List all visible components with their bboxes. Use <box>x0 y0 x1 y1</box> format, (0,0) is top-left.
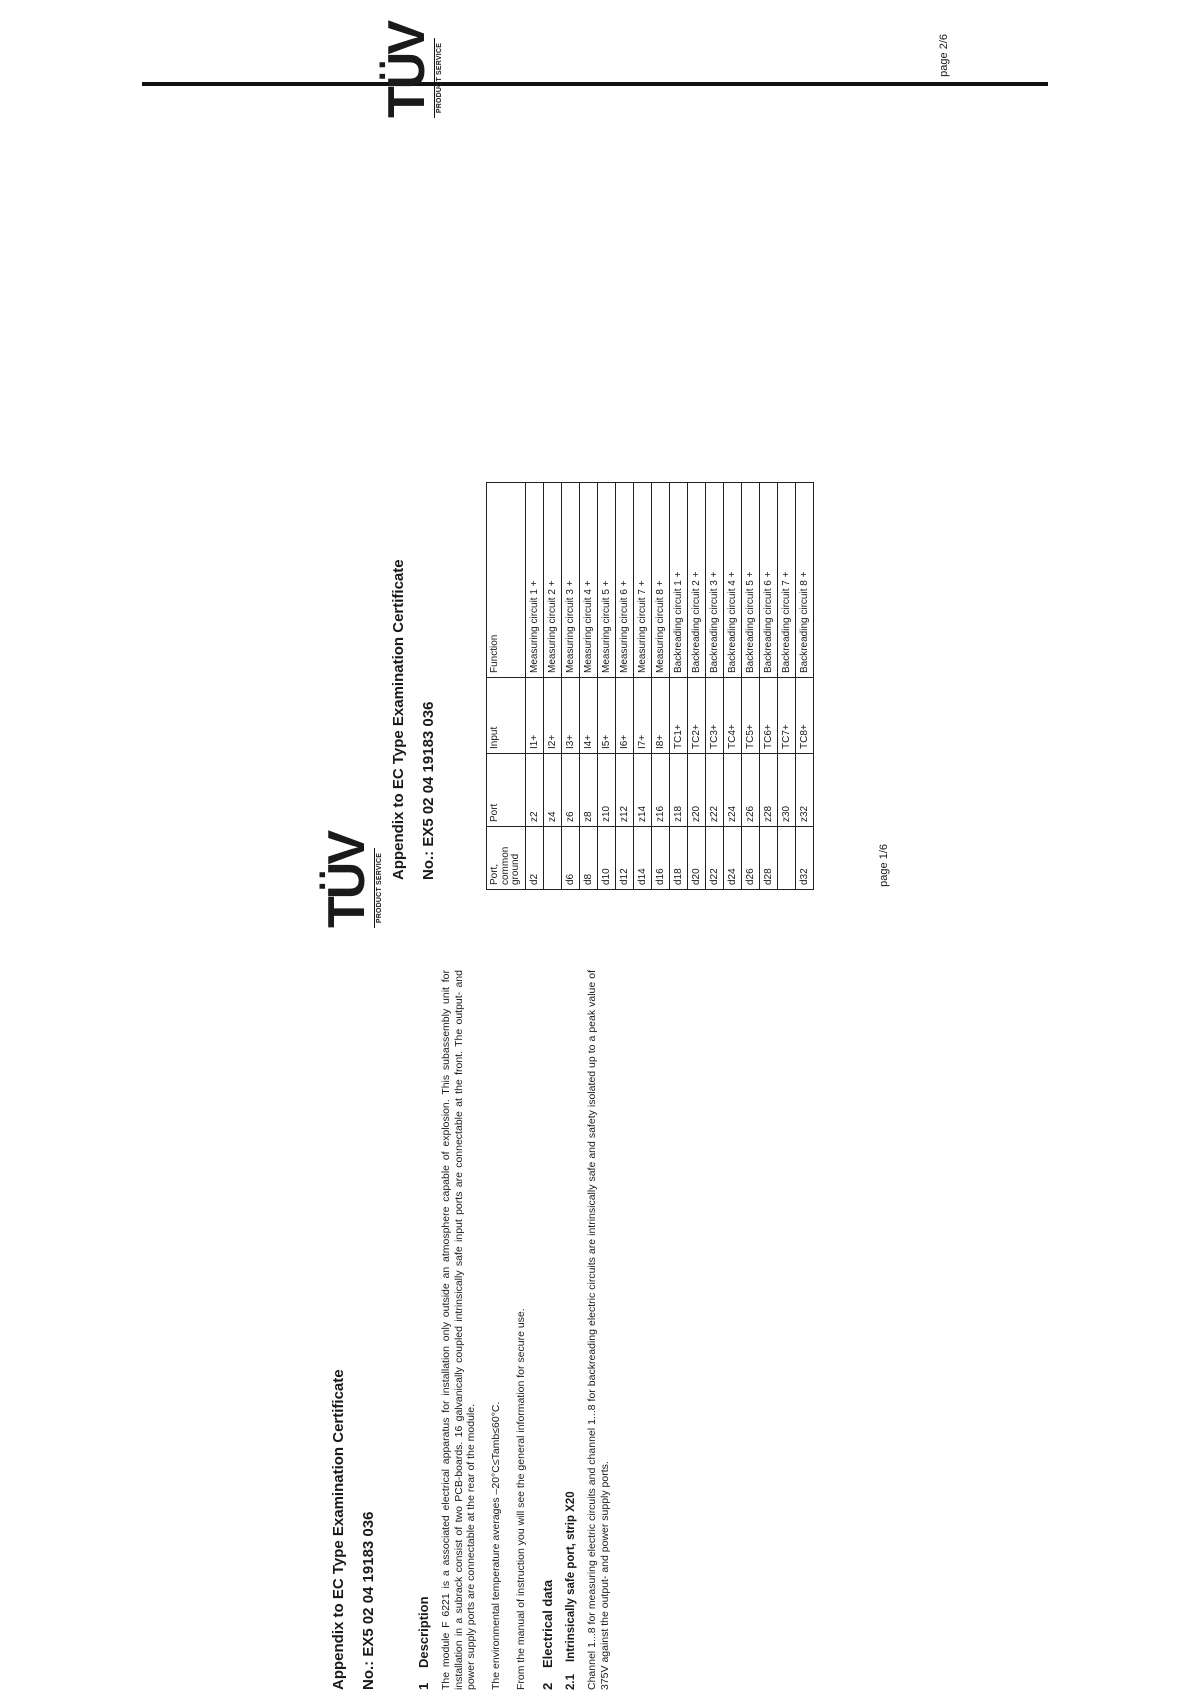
cell-port: z12 <box>615 754 633 827</box>
cell-port: z32 <box>795 754 813 827</box>
table-row <box>705 483 723 890</box>
table-row <box>525 483 543 890</box>
cell-port: z30 <box>777 754 795 827</box>
cell-function: Measuring circuit 3 + <box>561 483 579 678</box>
cell-function: Measuring circuit 8 + <box>651 483 669 678</box>
cell-port: z8 <box>579 754 597 827</box>
cell-input: I1+ <box>525 678 543 754</box>
section-2-title: Electrical data <box>539 1579 555 1668</box>
cell-function: Backreading circuit 8 + <box>795 483 813 678</box>
cell-common-ground: d18 <box>669 827 687 890</box>
cell-function: Measuring circuit 2 + <box>543 483 561 678</box>
table-row <box>795 483 813 890</box>
cell-function: Measuring circuit 7 + <box>633 483 651 678</box>
page-1-title: Appendix to EC Type Examination Certificate <box>330 1369 347 1690</box>
cell-input: I3+ <box>561 678 579 754</box>
port-table <box>486 482 814 890</box>
col-header-input: Input <box>487 678 526 754</box>
cell-input: TC1+ <box>669 678 687 754</box>
intrinsically-safe-paragraph: Channel 1...8 for measuring electric circuits and channel 1...8 for backreading electric circuits are intrinsically safe and safety isolated up to a peak value of 375V against the output- and power supply ports. <box>585 970 611 1690</box>
cell-port: z16 <box>651 754 669 827</box>
cell-input: I8+ <box>651 678 669 754</box>
cell-input: TC6+ <box>759 678 777 754</box>
section-2-number: 2 <box>539 1682 555 1690</box>
cell-input: I7+ <box>633 678 651 754</box>
page-2-title: Appendix to EC Type Examination Certificate <box>390 559 407 880</box>
cell-function: Backreading circuit 6 + <box>759 483 777 678</box>
cell-common-ground: d12 <box>615 827 633 890</box>
table-row <box>615 483 633 890</box>
cell-function: Backreading circuit 4 + <box>723 483 741 678</box>
section-2-1-title: Intrinsically safe port, strip X20 <box>564 1491 577 1662</box>
cell-common-ground: d6 <box>561 827 579 890</box>
cell-common-ground: d10 <box>597 827 615 890</box>
tuv-logo-sub: PRODUCT SERVICE <box>374 848 383 928</box>
table-row <box>777 483 795 890</box>
cell-input: TC5+ <box>741 678 759 754</box>
cell-port: z26 <box>741 754 759 827</box>
cell-port: z14 <box>633 754 651 827</box>
table-row <box>759 483 777 890</box>
cell-input: I6+ <box>615 678 633 754</box>
page-1-panel <box>318 833 890 1700</box>
table-row <box>597 483 615 890</box>
table-header-row <box>487 483 526 890</box>
cell-input: TC4+ <box>723 678 741 754</box>
tuv-logo <box>318 833 383 928</box>
cell-port: z22 <box>705 754 723 827</box>
cell-common-ground: d20 <box>687 827 705 890</box>
col-header-port: Port <box>487 754 526 827</box>
cell-function: Measuring circuit 4 + <box>579 483 597 678</box>
section-2-1-heading <box>564 970 578 1690</box>
cell-common-ground: d2 <box>525 827 543 890</box>
table-row <box>633 483 651 890</box>
page-2-cert-number: No.: EX5 02 04 19183 036 <box>420 701 437 880</box>
cell-input: TC3+ <box>705 678 723 754</box>
section-1-title: Description <box>416 1596 431 1668</box>
cell-common-ground: d26 <box>741 827 759 890</box>
cell-input: TC2+ <box>687 678 705 754</box>
section-2-1-number: 2.1 <box>564 1674 577 1690</box>
tuv-logo-mark: TÜV <box>378 23 436 118</box>
cell-port: z2 <box>525 754 543 827</box>
manual-paragraph: From the manual of instruction you will see the general information for secure use. <box>515 1308 528 1690</box>
table-row <box>579 483 597 890</box>
cell-common-ground: d8 <box>579 827 597 890</box>
col-header-common-ground: Port, common ground <box>487 827 526 890</box>
section-1-heading <box>416 970 432 1690</box>
section-2-heading <box>540 970 556 1690</box>
cell-common-ground: d22 <box>705 827 723 890</box>
cell-input: I4+ <box>579 678 597 754</box>
cell-input: I5+ <box>597 678 615 754</box>
cell-input: TC8+ <box>795 678 813 754</box>
cell-function: Backreading circuit 5 + <box>741 483 759 678</box>
col-header-function: Function <box>487 483 526 678</box>
table-body <box>525 483 813 890</box>
page-1-number: page 1/6 <box>878 844 890 887</box>
cell-common-ground: d24 <box>723 827 741 890</box>
table-row <box>741 483 759 890</box>
tuv-logo-mark: TÜV <box>318 833 376 928</box>
cell-port: z4 <box>543 754 561 827</box>
cell-input: I2+ <box>543 678 561 754</box>
cell-function: Backreading circuit 2 + <box>687 483 705 678</box>
table-row <box>543 483 561 890</box>
table-row <box>669 483 687 890</box>
cell-common-ground: d32 <box>795 827 813 890</box>
cell-common-ground: d14 <box>633 827 651 890</box>
description-paragraph: The module F 6221 is a associated electrical apparatus for installation only outside an atmosphere capable of explosion. This subassembly unit for installation in a subrack consist of two PCB-boards. 16 galvanically coupled intrinsically safe input ports are connectable at the front. The output- and power supply ports are connectable at the rear of the module. <box>439 970 478 1690</box>
cell-common-ground: d16 <box>651 827 669 890</box>
page-2-panel <box>378 23 950 890</box>
cell-port: z10 <box>597 754 615 827</box>
table-row <box>687 483 705 890</box>
cell-function: Backreading circuit 3 + <box>705 483 723 678</box>
cell-function: Backreading circuit 1 + <box>669 483 687 678</box>
cell-function: Measuring circuit 6 + <box>615 483 633 678</box>
page-1-content <box>416 970 623 1690</box>
temperature-paragraph: The environmental temperature averages –20°C≤Tamb≤60°C. <box>490 1401 503 1690</box>
cell-port: z6 <box>561 754 579 827</box>
cell-port: z20 <box>687 754 705 827</box>
cell-function: Backreading circuit 7 + <box>777 483 795 678</box>
cell-port: z18 <box>669 754 687 827</box>
tuv-logo-sub: PRODUCT SERVICE <box>434 38 443 118</box>
cell-port: z24 <box>723 754 741 827</box>
tuv-logo <box>378 23 443 118</box>
cell-port: z28 <box>759 754 777 827</box>
table-row <box>723 483 741 890</box>
cell-function: Measuring circuit 5 + <box>597 483 615 678</box>
cell-function: Measuring circuit 1 + <box>525 483 543 678</box>
table-row <box>561 483 579 890</box>
section-1-number: 1 <box>416 1682 431 1690</box>
cell-input: TC7+ <box>777 678 795 754</box>
cell-common-ground: d28 <box>759 827 777 890</box>
page-2-number: page 2/6 <box>938 34 950 77</box>
page-1-cert-number: No.: EX5 02 04 19183 036 <box>360 1511 377 1690</box>
table-row <box>651 483 669 890</box>
